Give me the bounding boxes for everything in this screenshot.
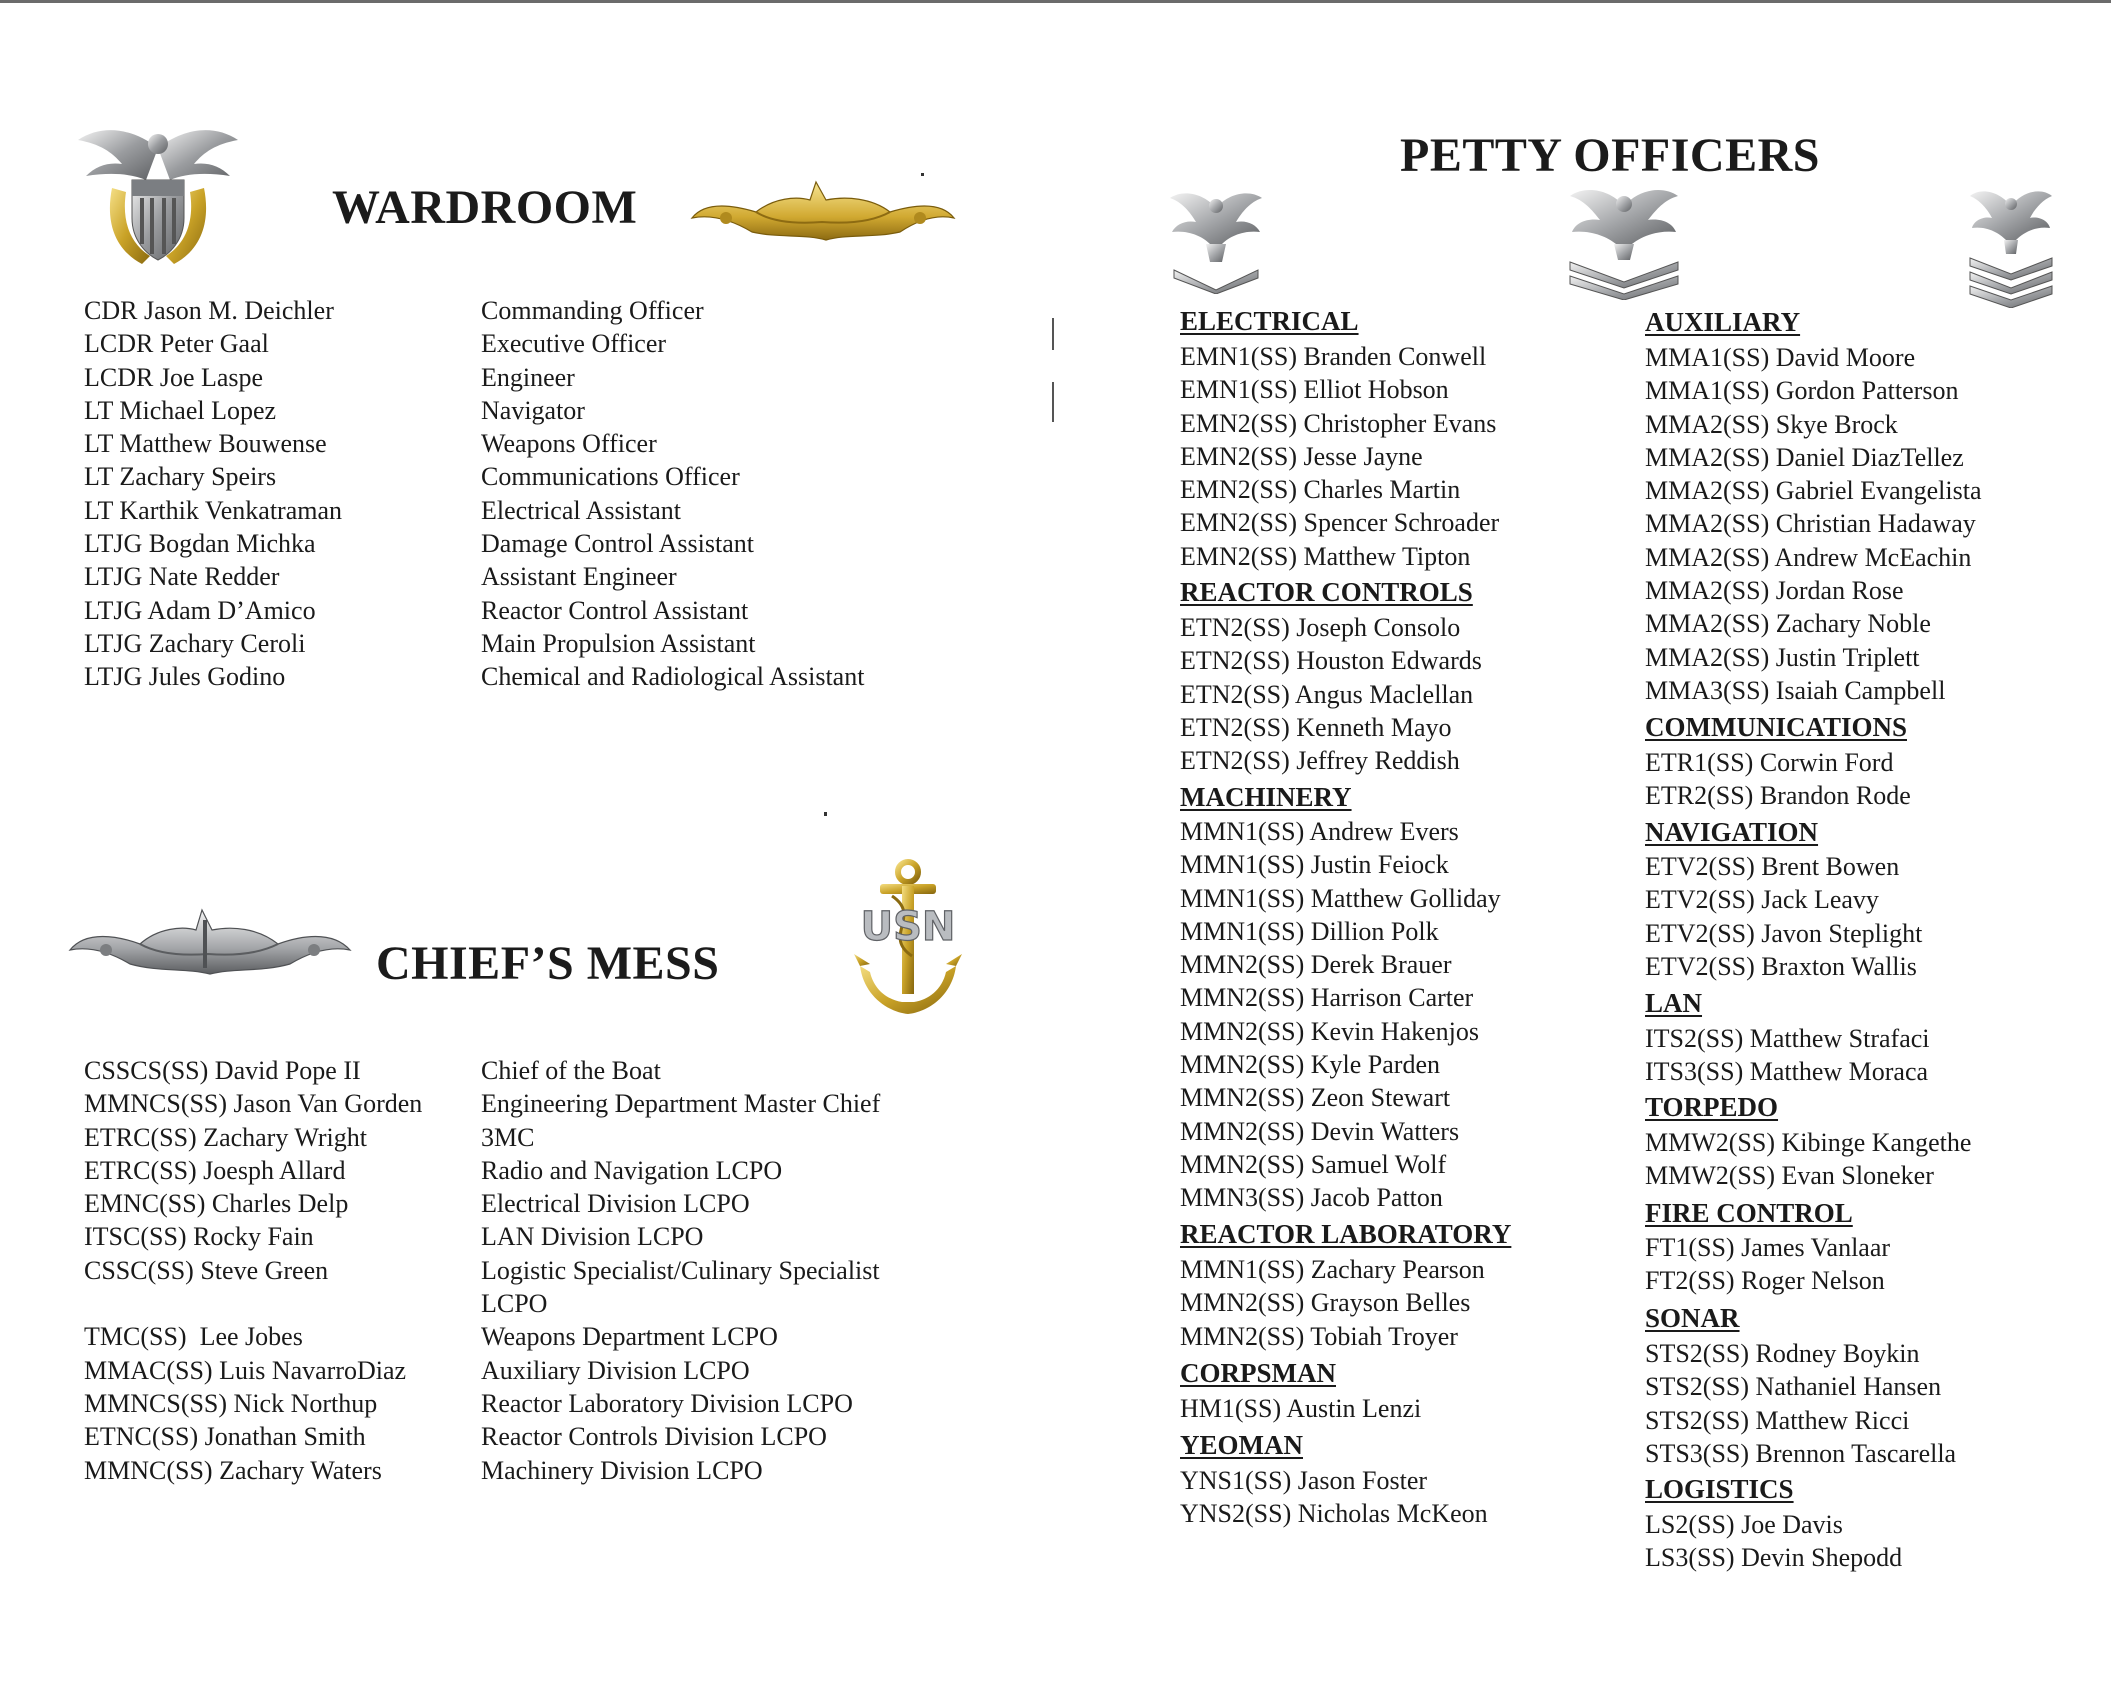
list-item: MMN1(SS) Justin Feiock [1180,850,1449,880]
wardroom-role: Commanding Officer [481,296,704,325]
wardroom-name: LCDR Peter Gaal [84,329,269,359]
wardroom-role: Navigator [481,395,585,425]
list-item: EMN1(SS) Elliot Hobson [1180,375,1449,405]
section-title-fire-control: FIRE CONTROL [1645,1198,1853,1228]
chief-role: Electrical Division LCPO [481,1189,750,1219]
list-item: ETV2(SS) Javon Steplight [1645,918,1923,948]
section-title-lan: LAN [1645,988,1703,1018]
wardroom-role: Executive Officer [481,329,667,359]
section-list-reactor-controls [1180,611,1482,777]
wardroom-role: Reactor Control Assistant [481,595,749,625]
wardroom-name: LTJG Bogdan Michka [84,529,316,559]
list-item: MMN2(SS) Kevin Hakenjos [1180,1016,1479,1046]
chief-name: MMAC(SS) Luis NavarroDiaz [84,1355,407,1385]
chief-role: Machinery Division LCPO [481,1455,763,1485]
list-item: EMN1(SS) Branden Conwell [1180,342,1487,371]
list-item: ETV2(SS) Jack Leavy [1645,885,1879,915]
wardroom-roles [481,294,864,694]
list-item: YNS2(SS) Nicholas McKeon [1180,1499,1488,1529]
list-item: YNS1(SS) Jason Foster [1180,1466,1428,1495]
chiefs-mess-title: CHIEF’S MESS [376,937,720,990]
section-title-corpsman: CORPSMAN [1180,1358,1336,1388]
section-list-reactor-laboratory [1180,1253,1485,1353]
list-item: ETV2(SS) Braxton Wallis [1645,951,1917,981]
chief-name: ETRC(SS) Joesph Allard [84,1155,346,1185]
section-title-yeoman: YEOMAN [1180,1430,1303,1460]
fold-mark-lower [1052,382,1054,422]
chief-name: MMNC(SS) Zachary Waters [84,1455,382,1485]
wardroom-name: LTJG Zachary Ceroli [84,628,306,658]
chief-name: ITSC(SS) Rocky Fain [84,1222,314,1252]
list-item: MMN1(SS) Zachary Pearson [1180,1255,1485,1284]
list-item: MMA2(SS) Daniel DiazTellez [1645,442,1964,472]
chief-name: MMNCS(SS) Nick Northup [84,1388,378,1418]
list-item: MMA2(SS) Skye Brock [1645,409,1898,439]
list-item: MMA3(SS) Isaiah Campbell [1645,675,1946,705]
section-title-torpedo: TORPEDO [1645,1092,1779,1122]
chief-role: Radio and Navigation LCPO [481,1155,783,1185]
list-item: MMN2(SS) Kyle Parden [1180,1050,1440,1080]
list-item: ETV2(SS) Brent Bowen [1645,852,1900,881]
section-list-yeoman [1180,1464,1488,1531]
wardroom-name: LTJG Adam D’Amico [84,595,316,625]
wardroom-name: LT Michael Lopez [84,395,277,425]
list-item: LS3(SS) Devin Shepodd [1645,1543,1903,1573]
chief-role: LCPO [481,1289,548,1319]
section-title-sonar: SONAR [1645,1303,1740,1333]
list-item: EMN2(SS) Charles Martin [1180,475,1461,505]
list-item: MMA1(SS) Gordon Patterson [1645,376,1959,406]
section-title-auxiliary: AUXILIARY [1645,307,1801,337]
list-item: HM1(SS) Austin Lenzi [1180,1394,1422,1423]
list-item: EMN2(SS) Matthew Tipton [1180,541,1471,571]
section-title-reactor-controls: REACTOR CONTROLS [1180,577,1473,607]
wardroom-role: Damage Control Assistant [481,529,754,559]
list-item: MMW2(SS) Kibinge Kangethe [1645,1128,1972,1157]
list-item: FT1(SS) James Vanlaar [1645,1233,1891,1262]
list-item: MMA2(SS) Gabriel Evangelista [1645,476,1982,506]
chief-role: Chief of the Boat [481,1056,661,1085]
wardroom-title: WARDROOM [332,181,638,234]
wardroom-name: LCDR Joe Laspe [84,362,264,392]
list-item: ETR2(SS) Brandon Rode [1645,781,1911,811]
section-list-communications [1645,746,1911,813]
list-item: ETN2(SS) Houston Edwards [1180,646,1482,676]
list-item: MMN2(SS) Devin Watters [1180,1116,1460,1146]
list-item: EMN2(SS) Spencer Schroader [1180,508,1500,538]
list-item: MMN2(SS) Grayson Belles [1180,1288,1471,1318]
section-list-torpedo [1645,1126,1971,1193]
list-item: ETN2(SS) Kenneth Mayo [1180,712,1452,742]
list-item: ITS2(SS) Matthew Strafaci [1645,1024,1930,1053]
chief-name: CSSCS(SS) David Pope II [84,1056,361,1085]
list-item: MMA2(SS) Andrew McEachin [1645,542,1972,572]
po3-rating-badge-icon [1166,188,1266,294]
wardroom-role: Weapons Officer [481,429,657,459]
section-list-corpsman [1180,1392,1421,1425]
list-item: STS2(SS) Matthew Ricci [1645,1405,1910,1435]
section-list-electrical [1180,340,1499,573]
chief-name-spacer [84,1287,422,1320]
wardroom-role: Engineer [481,362,575,392]
list-item: MMA2(SS) Justin Triplett [1645,642,1920,672]
list-item: ETN2(SS) Jeffrey Reddish [1180,746,1460,776]
list-item: ITS3(SS) Matthew Moraca [1645,1057,1929,1087]
list-item: MMN1(SS) Matthew Golliday [1180,883,1501,913]
chief-role: LAN Division LCPO [481,1222,704,1252]
wardroom-name: LT Matthew Bouwense [84,429,327,459]
chief-role: Auxiliary Division LCPO [481,1355,750,1385]
list-item: ETN2(SS) Angus Maclellan [1180,679,1474,709]
list-item: MMN1(SS) Andrew Evers [1180,817,1459,846]
list-item: STS2(SS) Rodney Boykin [1645,1339,1920,1368]
section-list-lan [1645,1022,1930,1089]
left-page [0,0,1050,1687]
chief-role: Reactor Laboratory Division LCPO [481,1388,853,1418]
wardroom-names [84,294,342,694]
wardroom-name: LT Zachary Speirs [84,462,277,492]
section-list-fire-control [1645,1231,1890,1298]
gold-dolphins-icon [686,178,960,248]
wardroom-role: Assistant Engineer [481,562,677,592]
list-item: FT2(SS) Roger Nelson [1645,1266,1885,1296]
list-item: MMN2(SS) Samuel Wolf [1180,1149,1447,1179]
chiefs-names [84,1054,422,1487]
list-item: MMN2(SS) Harrison Carter [1180,983,1474,1013]
petty-officers-title: PETTY OFFICERS [1400,129,1820,182]
list-item: MMN2(SS) Derek Brauer [1180,950,1452,980]
wardroom-name: LTJG Jules Godino [84,662,286,692]
po1-rating-badge-icon [1966,186,2056,308]
cpo-anchor-icon [852,856,964,1018]
chief-name: EMNC(SS) Charles Delp [84,1189,349,1219]
list-item: MMA1(SS) David Moore [1645,343,1916,372]
wardroom-role: Main Propulsion Assistant [481,628,756,658]
chief-name: TMC(SS) Lee Jobes [84,1322,303,1352]
list-item: MMA2(SS) Zachary Noble [1645,609,1931,639]
section-title-navigation: NAVIGATION [1645,817,1819,847]
section-title-communications: COMMUNICATIONS [1645,712,1907,742]
list-item: MMN3(SS) Jacob Patton [1180,1183,1443,1213]
list-item: LS2(SS) Joe Davis [1645,1510,1843,1539]
wardroom-name: LTJG Nate Redder [84,562,280,592]
list-item: MMN1(SS) Dillion Polk [1180,916,1439,946]
wardroom-name: CDR Jason M. Deichler [84,296,334,325]
section-list-auxiliary [1645,341,1982,707]
wardroom-role: Communications Officer [481,462,740,492]
chief-role: Weapons Department LCPO [481,1322,778,1352]
list-item: ETN2(SS) Joseph Consolo [1180,613,1461,642]
officer-crest-icon [72,118,244,270]
list-item: MMN2(SS) Tobiah Troyer [1180,1321,1458,1351]
section-title-reactor-laboratory: REACTOR LABORATORY [1180,1219,1512,1249]
wardroom-role: Chemical and Radiological Assistant [481,662,865,692]
list-item: MMN2(SS) Zeon Stewart [1180,1083,1451,1113]
wardroom-name: LT Karthik Venkatraman [84,495,343,525]
section-title-machinery: MACHINERY [1180,782,1352,812]
chief-name: MMNCS(SS) Jason Van Gorden [84,1089,423,1119]
section-list-sonar [1645,1337,1956,1470]
section-list-logistics [1645,1508,1902,1575]
section-list-navigation [1645,850,1922,983]
list-item: STS3(SS) Brennon Tascarella [1645,1438,1957,1468]
list-item: MMW2(SS) Evan Sloneker [1645,1161,1934,1191]
section-list-machinery [1180,815,1501,1215]
section-title-logistics: LOGISTICS [1645,1474,1794,1504]
chief-name: ETNC(SS) Jonathan Smith [84,1422,366,1452]
chief-role: Logistic Specialist/Culinary Specialist [481,1255,880,1285]
list-item: EMN2(SS) Jesse Jayne [1180,441,1423,471]
wardroom-role: Electrical Assistant [481,495,682,525]
po2-rating-badge-icon [1562,184,1686,300]
fold-mark-upper [1052,318,1054,350]
chief-role: Reactor Controls Division LCPO [481,1422,827,1452]
list-item: MMA2(SS) Christian Hadaway [1645,509,1976,539]
chief-name: ETRC(SS) Zachary Wright [84,1122,367,1152]
section-title-electrical: ELECTRICAL [1180,306,1359,336]
list-item: EMN2(SS) Christopher Evans [1180,408,1497,438]
list-item: STS2(SS) Nathaniel Hansen [1645,1372,1942,1402]
chiefs-roles [481,1054,880,1487]
usn-letters: USN [860,904,956,950]
silver-dolphins-icon [64,906,356,984]
chief-role: 3MC [481,1122,535,1152]
list-item: MMA2(SS) Jordan Rose [1645,576,1904,606]
right-page [1060,0,2111,1687]
chief-role: Engineering Department Master Chief [481,1089,881,1119]
list-item: ETR1(SS) Corwin Ford [1645,748,1894,777]
chief-name: CSSC(SS) Steve Green [84,1255,329,1285]
